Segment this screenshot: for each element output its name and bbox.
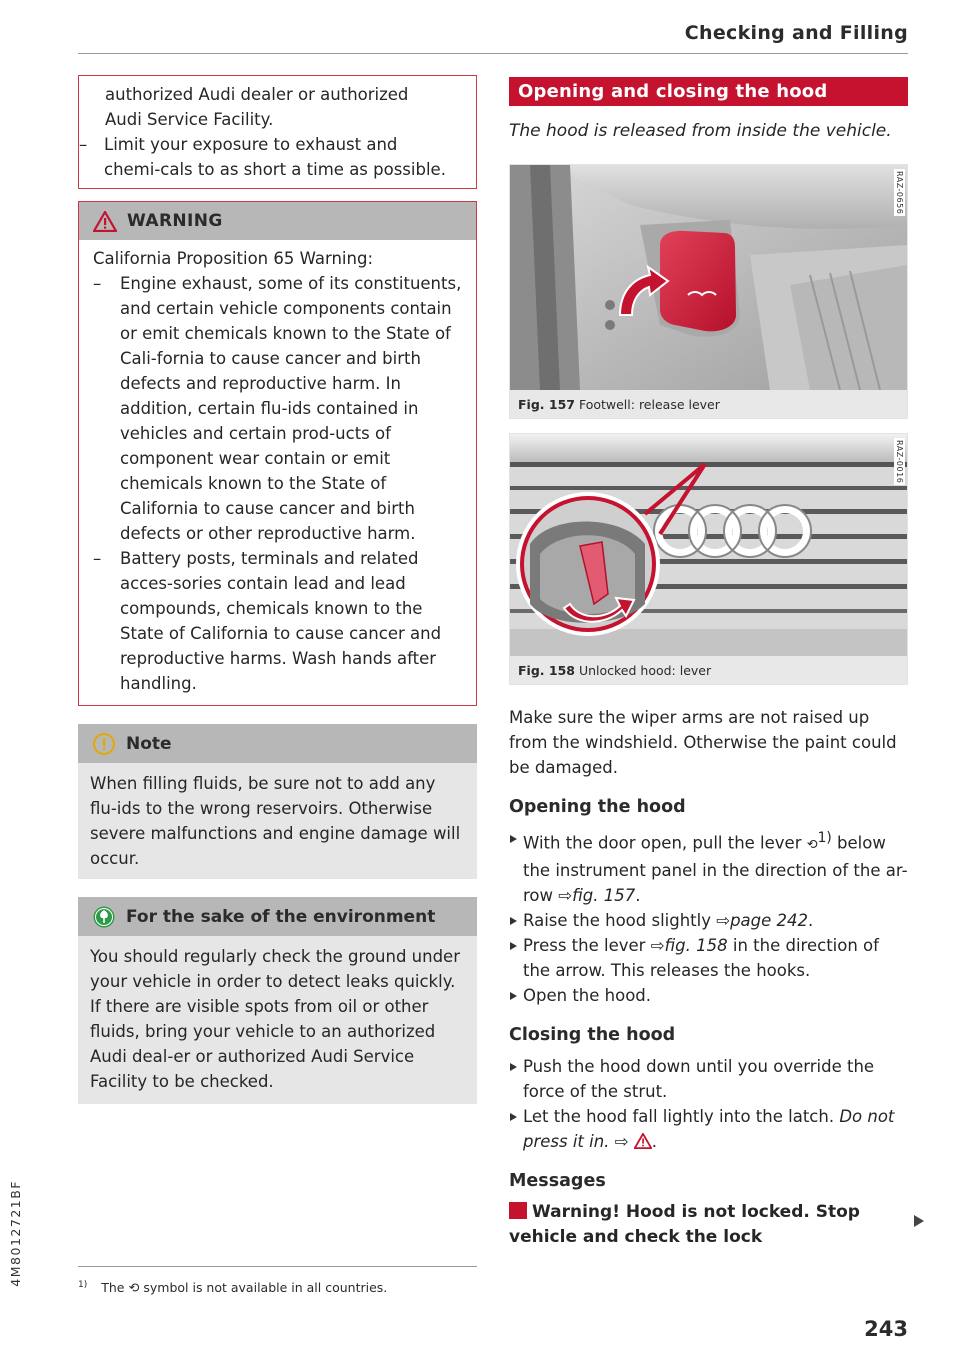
note-title: Note: [126, 733, 172, 754]
grille-illustration: [510, 434, 907, 656]
figure-code: RAZ-0656: [895, 171, 904, 215]
figure-code: RAZ-0016: [895, 440, 904, 484]
left-column: [78, 75, 477, 1104]
figure-caption-text: Footwell: release lever: [578, 397, 720, 412]
figure-caption-text: Unlocked hood: lever: [578, 663, 712, 678]
opening-step: Raise the hood slightly ⇨page 242.: [509, 908, 908, 933]
hood-warning-message: Warning! Hood is not locked. Stop vehicle and check the lock: [509, 1201, 860, 1247]
section-intro: The hood is released from inside the vehicle.: [509, 121, 892, 141]
figure-reference-link[interactable]: fig. 158: [664, 935, 728, 955]
hood-symbol-icon: ⟲: [128, 1281, 140, 1297]
hood-symbol-icon: ⟲: [806, 837, 818, 853]
document-code: 4M8012721BF: [8, 1180, 23, 1287]
closing-step: Push the hood down until you override the force of the strut.: [509, 1054, 908, 1104]
opening-step: Open the hood.: [509, 983, 908, 1008]
red-warning-indicator-icon: [509, 1202, 527, 1219]
environment-header: [78, 897, 477, 936]
warning-item: – Battery posts, terminals and related acces-sories contain lead and lead compounds, chemicals known to the State of California to cause cancer and reproductive harms. Wash hands after handling.: [93, 546, 462, 696]
header-rule: [78, 53, 908, 54]
environment-text: You should regularly check the ground under your vehicle in order to detect leaks quickly. If there are visible spots from oil or other fluids, bring your vehicle to an authorized Audi deal-er or authorized Audi Service Facility to be checked.: [90, 947, 460, 1091]
ref-arrow-icon: ⇨: [558, 885, 573, 905]
warning-intro: California Proposition 65 Warning:: [93, 249, 374, 268]
continued-line: authorized Audi dealer or authorized Audi Service Facility.: [105, 85, 409, 129]
figure-caption: [510, 656, 907, 684]
closing-step: Let the hood fall lightly into the latch. Do not press it in. ⇨ .: [509, 1104, 908, 1154]
page-number: 243: [864, 1317, 908, 1341]
hood-lever-image: [510, 434, 907, 656]
figure-158: [509, 433, 908, 685]
continue-arrow-icon: [914, 1215, 924, 1227]
footnote: $^{1)}$ The ⟲ symbol is not available in all countries.: [78, 1280, 388, 1297]
note-text: When filling fluids, be sure not to add any flu-ids to the wrong reservoirs. Otherwise severe malfunctions and engine damage will occur.: [90, 774, 461, 868]
continued-item: – Limit your exposure to exhaust and chemi-cals to as short a time as possible.: [79, 132, 450, 182]
figure-157: [509, 164, 908, 419]
figure-reference-link[interactable]: fig. 157: [572, 885, 636, 905]
right-column: [509, 77, 908, 1250]
page-reference-link[interactable]: page 242: [730, 910, 809, 930]
figure-label: Fig. 158: [518, 663, 575, 678]
note-box: [78, 724, 477, 879]
continued-warning-box: [78, 75, 477, 189]
ref-arrow-icon: ⇨: [716, 910, 731, 930]
opening-step: With the door open, pull the lever ⟲$^{1)}$ below the instrument panel in the direction of the ar-row ⇨fig. 157.: [509, 826, 908, 908]
section-title: Opening and closing the hood: [509, 77, 908, 106]
wiper-paragraph: Make sure the wiper arms are not raised up from the windshield. Otherwise the paint could be damaged.: [509, 708, 897, 777]
note-header: [78, 724, 477, 763]
ref-arrow-icon: ⇨: [650, 935, 665, 955]
warning-box: [78, 201, 477, 706]
opening-step: Press the lever ⇨fig. 158 in the direction of the arrow. This releases the hooks.: [509, 933, 908, 983]
footwell-release-lever-image: [510, 165, 907, 390]
figure-label: Fig. 157: [518, 397, 575, 412]
warning-item: – Engine exhaust, some of its constituents, and certain vehicle components contain or emit chemicals known to the State of Cali-fornia to cause cancer and birth defects and reproductive harm. In addition, certain flu-ids contained in vehicles and certain prod-ucts of component wear contain or emit chemicals known to the State of California to cause cancer and birth defects or other reproductive harm.: [93, 271, 462, 546]
figure-caption: [510, 390, 907, 418]
warning-header: [79, 202, 476, 240]
footwell-illustration: [510, 165, 907, 390]
opening-heading: Opening the hood: [509, 797, 686, 817]
footnote-rule: [78, 1266, 477, 1267]
closing-heading: Closing the hood: [509, 1024, 676, 1045]
warning-title: WARNING: [127, 211, 223, 231]
environment-title: For the sake of the environment: [126, 906, 436, 927]
environment-box: [78, 897, 477, 1104]
warning-triangle-icon: [93, 211, 117, 232]
ref-arrow-icon: ⇨: [614, 1131, 629, 1151]
warning-reference-icon[interactable]: [634, 1133, 652, 1149]
note-exclamation-icon: [92, 732, 116, 756]
environment-tree-icon: [92, 905, 116, 929]
messages-heading: Messages: [509, 1170, 606, 1191]
page-header-title: Checking and Filling: [684, 22, 908, 44]
